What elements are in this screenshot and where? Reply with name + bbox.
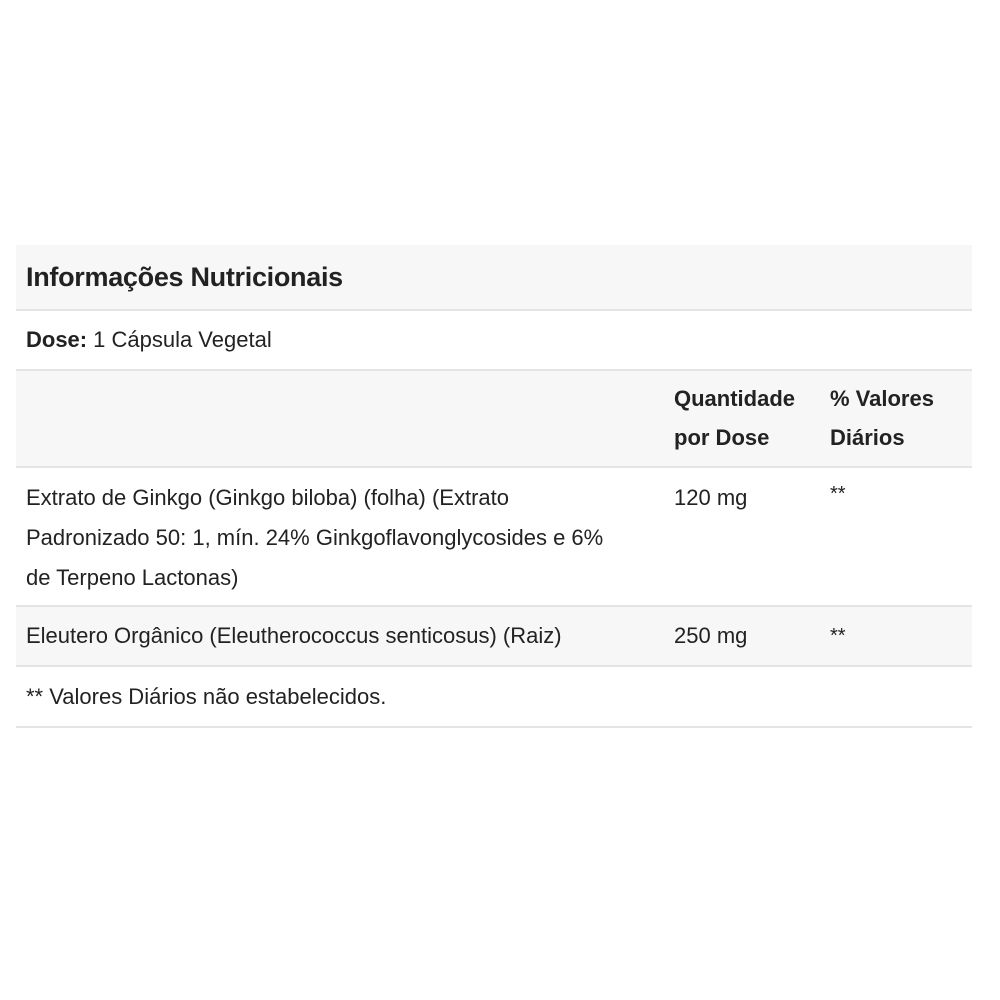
ingredient-name: Eleutero Orgânico (Eleutherococcus senticosus) (Raiz): [26, 623, 562, 648]
nutrition-facts-panel: [16, 245, 972, 728]
title-row: [16, 245, 972, 311]
column-header-daily-value: [830, 371, 972, 466]
footnote-row: [16, 667, 972, 728]
ingredient-daily-value: **: [830, 483, 846, 505]
column-header-quantity: [674, 371, 830, 466]
column-header-daily-value-line1: % Valores: [830, 386, 934, 411]
ingredient-quantity: 250 mg: [674, 623, 748, 648]
ingredient-daily-value: **: [830, 625, 846, 647]
dose-value: 1 Cápsula Vegetal: [93, 327, 272, 352]
table-row: [16, 468, 972, 607]
column-header-quantity-line1: Quantidade: [674, 386, 796, 411]
footnote-text: ** Valores Diários não estabelecidos.: [26, 683, 387, 709]
dose-row: [16, 311, 972, 371]
ingredient-quantity: 120 mg: [674, 485, 748, 510]
panel-title: Informações Nutricionais: [26, 261, 343, 292]
column-header-name: [16, 371, 674, 466]
table-header-row: [16, 371, 972, 468]
ingredient-name: Extrato de Ginkgo (Ginkgo biloba) (folha) (Extrato Padronizado 50: 1, mín. 24% Ginkgoflavonglycosides e 6% de Terpeno Lactonas): [26, 485, 604, 590]
column-header-quantity-line2: por Dose: [674, 425, 770, 450]
table-row: [16, 607, 972, 667]
dose-label: Dose:: [26, 327, 88, 352]
column-header-daily-value-line2: Diários: [830, 425, 905, 450]
